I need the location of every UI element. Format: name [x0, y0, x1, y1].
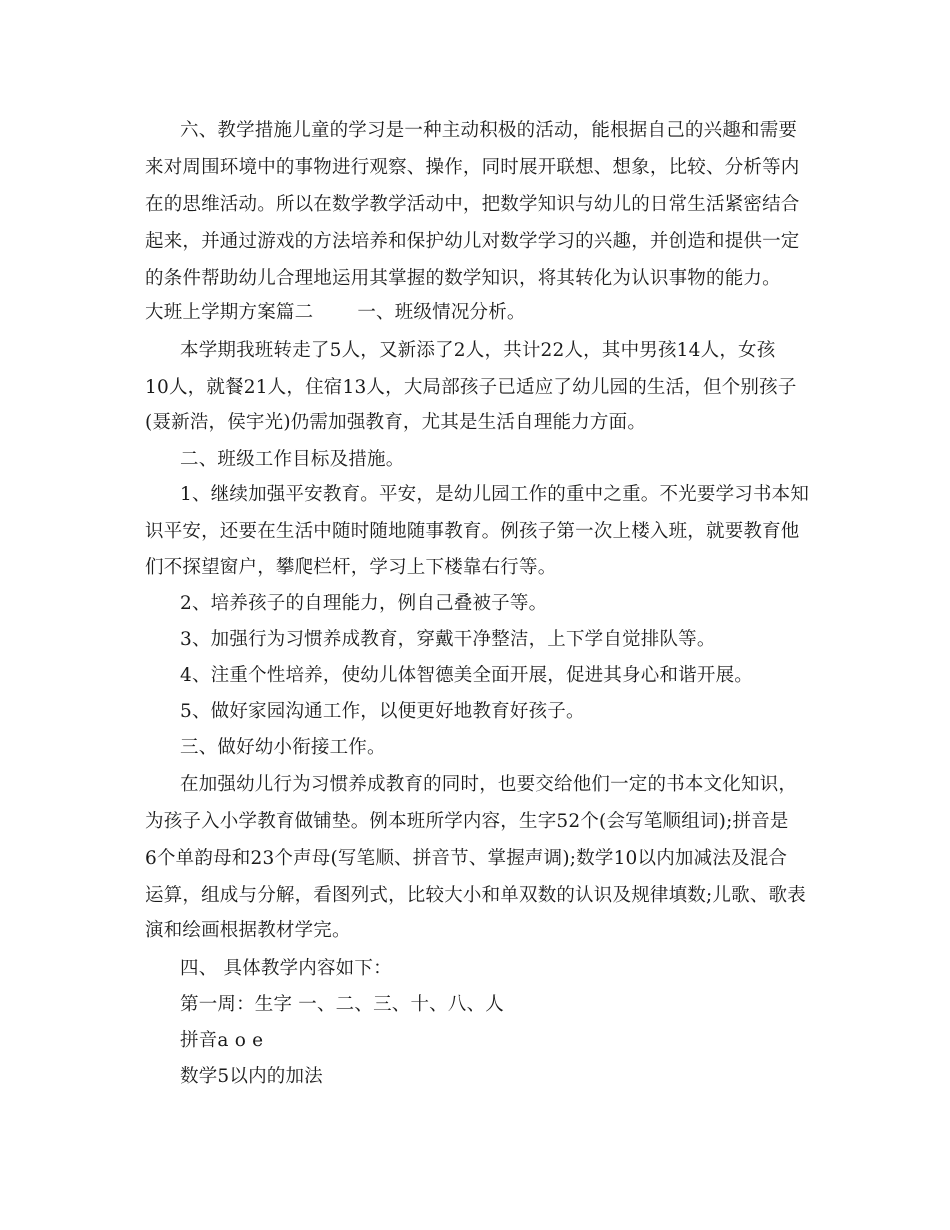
- paragraph-line: 为孩子入小学教育做铺垫。例本班所学内容，生字52个(会写笔顺组词);拼音是: [145, 811, 789, 832]
- paragraph-line: 拼音a o e: [180, 1030, 264, 1051]
- paragraph-line: 二、班级工作目标及措施。: [180, 449, 405, 470]
- paragraph-line: 在的思维活动。所以在数学教学活动中，把数学知识与幼儿的日常生活紧密结合: [145, 194, 800, 215]
- section-heading: [145, 300, 526, 326]
- paragraph-line: 1、继续加强平安教育。平安，是幼儿园工作的重中之重。不光要学习书本知: [180, 484, 810, 505]
- paragraph-line: 起来，并通过游戏的方法培养和保护幼儿对数学学习的兴趣，并创造和提供一定: [145, 231, 800, 252]
- paragraph-line: 第一周：生字 一、二、三、十、八、人: [180, 994, 504, 1015]
- paragraph-line: 3、加强行为习惯养成教育，穿戴干净整洁，上下学自觉排队等。: [180, 629, 716, 650]
- paragraph-line: 的条件帮助幼儿合理地运用其掌握的数学知识，将其转化为认识事物的能力。: [145, 268, 781, 289]
- paragraph-line: (聂新浩，侯宇光)仍需加强教育，尤其是生活自理能力方面。: [145, 412, 647, 433]
- paragraph-line: 来对周围环境中的事物进行观察、操作，同时展开联想、想象，比较、分析等内: [145, 157, 800, 178]
- paragraph-line: 在加强幼儿行为习惯养成教育的同时，也要交给他们一定的书本文化知识，: [180, 774, 798, 795]
- paragraph-line: 识平安，还要在生活中随时随地随事教育。例孩子第一次上楼入班，就要教育他: [145, 521, 800, 542]
- paragraph-line: 们不探望窗户，攀爬栏杆，学习上下楼靠右行等。: [145, 557, 557, 578]
- paragraph-line: 10人，就餐21人，住宿13人，大局部孩子已适应了幼儿园的生活，但个别孩子: [145, 377, 797, 398]
- paragraph-line: 数学5以内的加法: [180, 1066, 323, 1087]
- heading-title: 大班上学期方案篇二: [145, 302, 314, 323]
- paragraph-line: 4、注重个性培养，使幼儿体智德美全面开展，促进其身心和谐开展。: [180, 665, 753, 686]
- paragraph-line: 6个单韵母和23个声母(写笔顺、拼音节、掌握声调);数学10以内加减法及混合: [145, 848, 788, 869]
- paragraph-line: 演和绘画根据教材学完。: [145, 920, 351, 941]
- paragraph-line: 2、培养孩子的自理能力，例自己叠被子等。: [180, 593, 548, 614]
- paragraph-line: 三、做好幼小衔接工作。: [180, 737, 386, 758]
- paragraph-line: 六、教学措施儿童的学习是一种主动积极的活动，能根据自己的兴趣和需要: [180, 120, 798, 141]
- paragraph-line: 四、 具体教学内容如下：: [180, 958, 392, 979]
- paragraph-line: 5、做好家园沟通工作，以便更好地教育好孩子。: [180, 701, 585, 722]
- paragraph-line: 运算，组成与分解，看图列式，比较大小和单双数的认识及规律填数;儿歌、歌表: [145, 885, 806, 906]
- paragraph-line: 本学期我班转走了5人，又新添了2人，共计22人，其中男孩14人，女孩: [180, 340, 776, 361]
- heading-subtitle: 一、班级情况分析。: [357, 302, 526, 323]
